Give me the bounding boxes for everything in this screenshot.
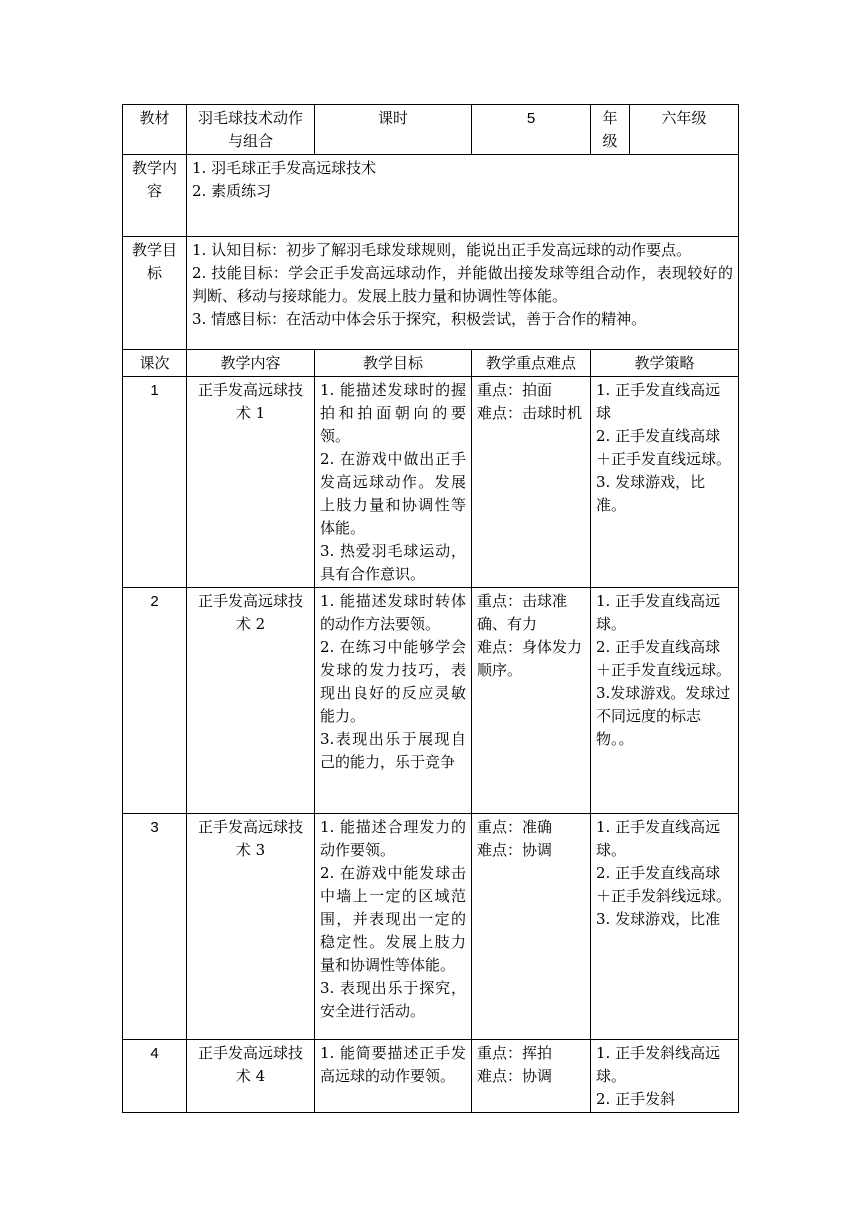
goal-text: 2. 在游戏中能发球击中墙上一定的区域范围，并表现出一定的稳定性。发展上肢力量和协调性等体能。 (320, 864, 466, 974)
key-point: 重点：拍面 (477, 381, 553, 399)
lesson-row (123, 377, 739, 588)
content-row (123, 155, 739, 237)
lesson-plan-table (122, 104, 739, 1113)
goal-text: 3. 表现出乐于探究，安全进行活动。 (320, 979, 466, 1020)
key-point: 重点：准确 (477, 818, 553, 836)
lesson-goals (315, 377, 472, 588)
goal-item: 2. 技能目标：学会正手发高远球动作，并能做出接发球等组合动作，表现较好的判断、移动与接球能力。发展上肢力量和协调性等体能。 (192, 264, 733, 305)
lesson-content: 正手发高远球技术 4 (187, 1040, 315, 1113)
material-label: 教材 (123, 105, 187, 155)
content-cell (187, 155, 739, 237)
lesson-number: 2 (123, 588, 187, 814)
content-label: 教学内容 (123, 155, 187, 237)
lesson-content: 正手发高远球技术 1 (187, 377, 315, 588)
column-header-row (123, 350, 739, 377)
content-item: 2. 素质练习 (192, 182, 272, 200)
difficulty: 难点：协调 (477, 841, 553, 859)
lesson-key-points (472, 814, 591, 1040)
lesson-goals (315, 588, 472, 814)
lesson-key-points (472, 1040, 591, 1113)
goal-text: 2. 在练习中能够学会发球的发力技巧，表现出良好的反应灵敏能力。 (320, 638, 466, 725)
lesson-row (123, 1040, 739, 1113)
lesson-strategy (591, 1040, 739, 1113)
lesson-number: 3 (123, 814, 187, 1040)
column-header-lesson: 课次 (123, 350, 187, 377)
lesson-number: 1 (123, 377, 187, 588)
lesson-number: 4 (123, 1040, 187, 1113)
difficulty: 难点：击球时机 (477, 404, 583, 422)
strategy-text: 2. 正手发直线高球＋正手发直线远球。 (596, 638, 732, 679)
key-point: 重点：击球准确、有力 (477, 592, 568, 633)
column-header-goals: 教学目标 (315, 350, 472, 377)
content-item: 1. 羽毛球正手发高远球技术 (192, 159, 377, 177)
lesson-key-points (472, 588, 591, 814)
goal-text: 1. 能描述合理发力的动作要领。 (320, 818, 466, 859)
column-header-key: 教学重点难点 (472, 350, 591, 377)
strategy-text: 1. 正手发直线高远球 (596, 381, 721, 422)
goal-text: 1. 能简要描述正手发高远球的动作要领。 (320, 1044, 466, 1085)
hours-value: 5 (472, 105, 591, 155)
lesson-row (123, 588, 739, 814)
hours-label: 课时 (315, 105, 472, 155)
material-value: 羽毛球技术动作与组合 (187, 105, 315, 155)
goal-text: 1. 能描述发球时转体的动作方法要领。 (320, 592, 466, 633)
lesson-strategy (591, 588, 739, 814)
column-header-content: 教学内容 (187, 350, 315, 377)
strategy-text: 3. 发球游戏，比准 (596, 910, 721, 928)
grade-label: 年级 (591, 105, 630, 155)
goal-text: 3.表现出乐于展现自己的能力，乐于竞争 (320, 730, 466, 771)
lesson-content: 正手发高远球技术 3 (187, 814, 315, 1040)
strategy-text: 1. 正手发直线高远球。 (596, 592, 721, 633)
strategy-text: 1. 正手发斜线高远球。 (596, 1044, 721, 1085)
goal-item: 1. 认知目标：初步了解羽毛球发球规则，能说出正手发高远球的动作要点。 (192, 241, 692, 259)
goal-text: 2. 在游戏中做出正手发高远球动作。发展上肢力量和协调性等体能。 (320, 450, 466, 537)
strategy-text: 1. 正手发直线高远球。 (596, 818, 721, 859)
column-header-strategy: 教学策略 (591, 350, 739, 377)
difficulty: 难点：协调 (477, 1067, 553, 1085)
difficulty: 难点：身体发力顺序。 (477, 638, 583, 679)
goal-text: 1. 能描述发球时的握拍和拍面朝向的要领。 (320, 381, 466, 445)
lesson-strategy (591, 814, 739, 1040)
strategy-text: 2. 正手发直线高球＋正手发直线远球。 (596, 427, 732, 468)
goal-label: 教学目标 (123, 237, 187, 350)
lesson-goals (315, 814, 472, 1040)
lesson-key-points (472, 377, 591, 588)
goal-item: 3. 情感目标：在活动中体会乐于探究，积极尝试，善于合作的精神。 (192, 310, 647, 328)
goal-cell (187, 237, 739, 350)
lesson-row (123, 814, 739, 1040)
strategy-text: 2. 正手发斜 (596, 1090, 676, 1108)
grade-value: 六年级 (630, 105, 739, 155)
strategy-text: 3.发球游戏。发球过不同远度的标志物。。 (596, 684, 731, 748)
lesson-content: 正手发高远球技术 2 (187, 588, 315, 814)
goal-text: 3. 热爱羽毛球运动，具有合作意识。 (320, 542, 466, 583)
key-point: 重点：挥拍 (477, 1044, 553, 1062)
goal-row (123, 237, 739, 350)
strategy-text: 2. 正手发直线高球＋正手发斜线远球。 (596, 864, 732, 905)
strategy-text: 3. 发球游戏，比准。 (596, 473, 706, 514)
lesson-strategy (591, 377, 739, 588)
lesson-goals (315, 1040, 472, 1113)
header-row (123, 105, 739, 155)
